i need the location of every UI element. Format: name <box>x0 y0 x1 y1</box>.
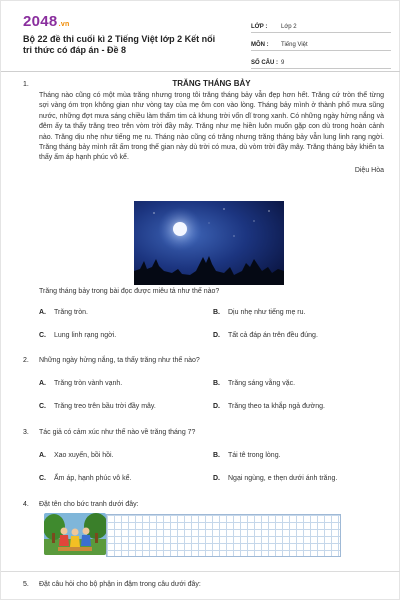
question-number: 5. <box>23 581 29 588</box>
question-number: 1. <box>23 81 29 88</box>
worksheet-header <box>1 1 400 72</box>
answer-option[interactable]: A. Trăng tròn. <box>39 309 88 316</box>
worksheet-title: Bộ 22 đề thi cuối kì 2 Tiếng Việt lớp 2 Kết nối tri thức có đáp án - Đề 8 <box>23 34 216 55</box>
meta-row-grade <box>251 15 391 33</box>
moonlit-night-image <box>134 201 284 285</box>
answer-option[interactable]: D. Trăng theo ta khắp ngả đường. <box>213 403 325 410</box>
answer-option[interactable]: D. Tất cả đáp án trên đều đúng. <box>213 332 318 339</box>
answer-grid[interactable] <box>106 514 341 557</box>
question-text: Trăng tháng bảy trong bài đọc được miêu tả như thế nào? <box>39 288 220 295</box>
site-logo[interactable]: 2048.vn <box>23 13 70 30</box>
answer-option[interactable]: B. Tái tê trong lòng. <box>213 452 281 459</box>
meta-key: SỐ CÂU : <box>251 60 278 66</box>
question-text: Những ngày hửng nắng, ta thấy trăng như thế nào? <box>39 357 200 364</box>
answer-option[interactable]: C. Ấm áp, hạnh phúc vô kể. <box>39 475 132 482</box>
meta-value: Tiếng Việt <box>281 42 308 48</box>
passage-title: TRĂNG THÁNG BẢY <box>172 79 251 88</box>
meta-value: 9 <box>281 60 285 66</box>
answer-option[interactable]: C. Trăng treo trên bầu trời đầy mây. <box>39 403 156 410</box>
answer-option[interactable]: D. Ngại ngùng, e thẹn dưới ánh trăng. <box>213 475 338 482</box>
passage-text: Tháng nào cũng có một mùa trăng nhưng trong tôi trăng tháng bảy vẫn đẹp hơn hết. Trăng cứ tròn thể từng sợi vàng óm trọn không gian như vòng tay của mẹ ôm con vào lòng. Tháng bảy mình ở thành phố mưa sũng nước, những đợt mưa sáng chiều làm thấm tim cả khung trời vốn dĩ trong xanh. Có những ngày hửng nắng và đêm ấy ta thấy trăng treo trên vòm trời đầy mây. Trăng như mẹ hiền luôn muốn gặp con dù trong hoàn cảnh nào. Trăng dịu nhẹ như tiếng mẹ ru. Tháng nào cũng có trăng nhưng trăng tháng bảy vẫn lung linh rạng ngời. Trăng tháng bảy mình rất ấm trong thế gian này dù trời có mưa, dù vòm trời đầy mây. Trăng tháng bảy khiến ta thấy ấm áp hạnh phúc vô kể. <box>39 92 384 162</box>
reading-passage <box>39 79 384 174</box>
meta-row-question-count <box>251 51 391 69</box>
answer-option[interactable]: A. Trăng tròn vành vạnh. <box>39 380 123 387</box>
question-number: 4. <box>23 501 29 508</box>
worksheet-meta <box>251 15 391 69</box>
answer-option[interactable]: A. Xao xuyến, bồi hồi. <box>39 452 114 459</box>
children-picture <box>44 513 106 555</box>
answer-option[interactable]: C. Lung linh rạng ngời. <box>39 332 117 339</box>
answer-option[interactable]: B. Dịu nhẹ như tiếng mẹ ru. <box>213 309 306 316</box>
question-number: 3. <box>23 429 29 436</box>
question-text: Tác giả có cảm xúc như thế nào về trăng tháng 7? <box>39 429 196 436</box>
meta-key: LỚP : <box>251 24 268 30</box>
answer-option[interactable]: B. Trăng sáng vằng vặc. <box>213 380 296 387</box>
meta-value: Lớp 2 <box>281 24 297 30</box>
question-text: Đặt câu hỏi cho bộ phận in đậm trong câu dưới đây: <box>39 581 201 588</box>
question-text: Đặt tên cho bức tranh dưới đây: <box>39 501 139 508</box>
meta-row-subject <box>251 33 391 51</box>
passage-author: Diệu Hòa <box>354 166 384 174</box>
question-number: 2. <box>23 357 29 364</box>
divider <box>1 571 400 572</box>
meta-key: MÔN : <box>251 42 269 48</box>
